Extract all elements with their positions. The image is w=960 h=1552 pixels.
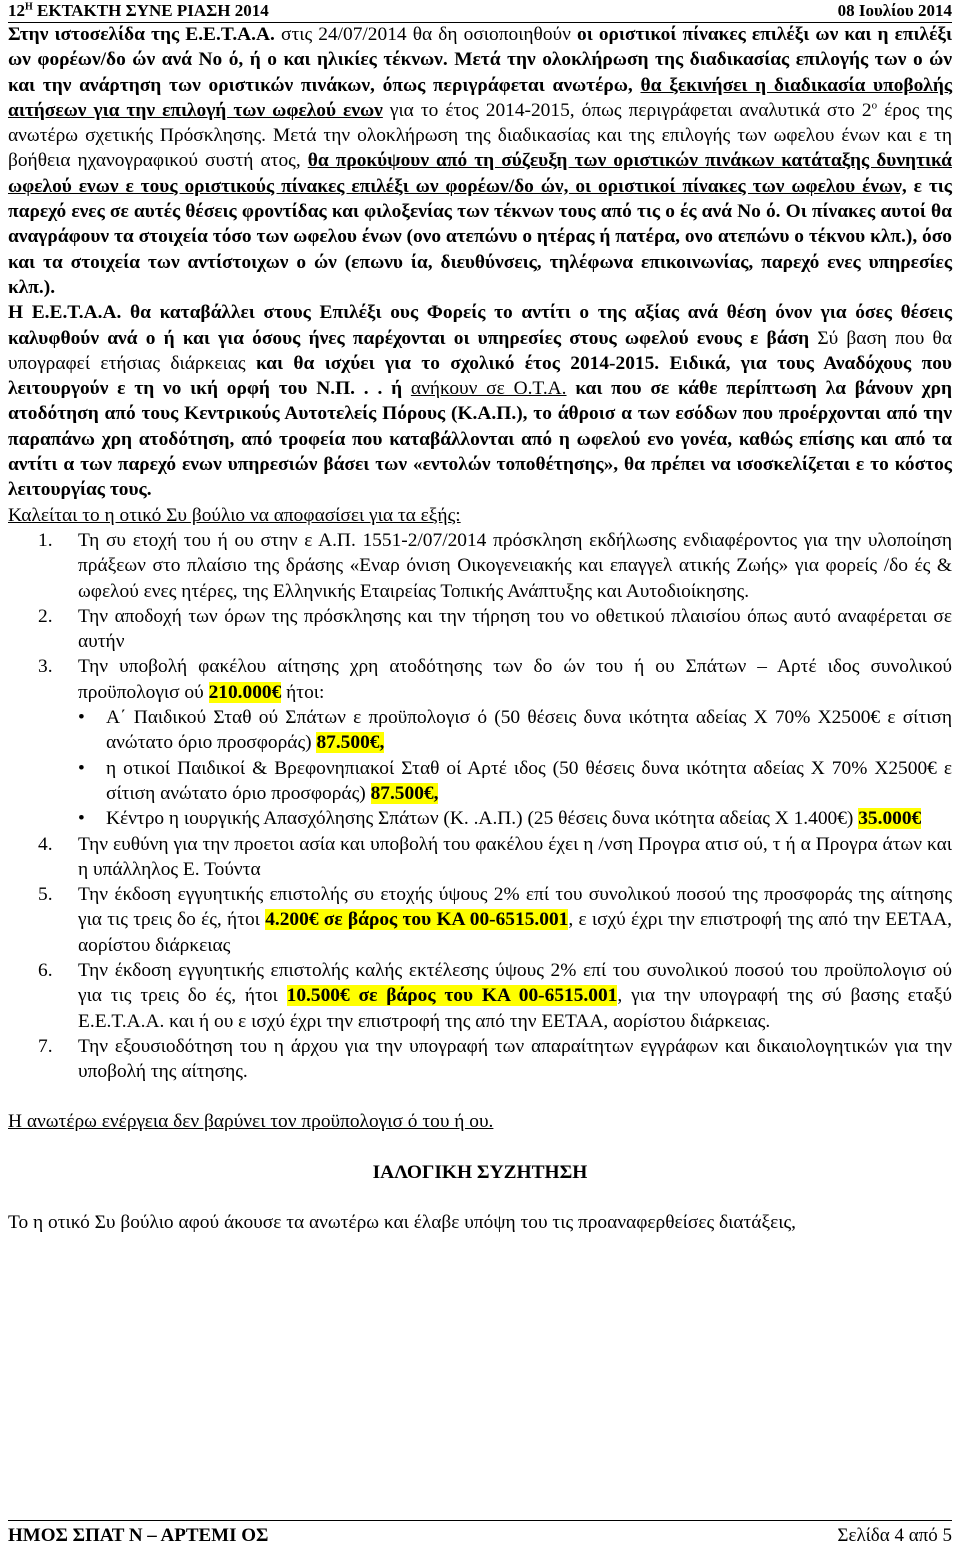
bullet-item: • Α΄ Παιδικού Σταθ ού Σπάτων ε προϋπολογισ ό (50 θέσεις δυνα ικότητα αδείας Χ 70% Χ2500€ ε σίτιση ανώτατο όριο προσφοράς) 87.500€, — [78, 707, 952, 754]
amount-highlight: 35.000€ — [858, 808, 922, 830]
discussion-title: ΙΑΛΟΓΙΚΗ ΣΥΖΗΤΗΣΗ — [372, 1161, 588, 1183]
amount-highlight: 210.000€ — [208, 681, 282, 703]
list-item: 7. Την εξουσιοδότηση του η άρχου για την υπογραφή των απαραίτητων εγγράφων και δικαιολογητικών για την υποβολή της αίτησης. — [38, 1035, 952, 1083]
document-body — [8, 22, 952, 1235]
payment-paragraph: Η Ε.Ε.Τ.Α.Α. θα καταβάλλει στους Επιλέξι ους Φορείς το αντίτι ο της αξίας ανά θέση όνον για όσες θέσεις καλυφθούν ανά ο ή και για όσους ήνες παρέχονται οι υπηρεσίες στους ωφελού ενους ε βάση Σύ βαση που θα υπογραφεί ετήσιας διάρκειας και θα ισχύει για το σχολικό έτος 2014-2015. Ειδικά, για τους Αναδόχους που λειτουργούν ε τη νο ική ορφή του Ν.Π. . . ή ανήκουν σε Ο.Τ.Α. και που σε κάθε περίπτωση λα βάνουν χρη ατοδότηση από τους Κεντρικούς Αυτοτελείς Πόρους (Κ.Α.Π.), το άθροισ α των εσόδων που προέρχονται από την παραπάνω χρη ατοδότηση, από τροφεία που καταβάλλονται από η ωφελού ενο γονέα, καθώς επίσης και από τα αντίτι α των παρεχό ενων υπηρεσιών βάσει των «εντολών τοποθέτησης», θα πρέπει να ισοσκελίζεται ε το κόστος λειτουργίας τους. — [8, 302, 952, 501]
municipality-name: ΗΜΟΣ ΣΠΑΤ Ν – ΑΡΤΕΜΙ ΟΣ — [8, 1525, 269, 1546]
decision-list-cont — [8, 832, 952, 1085]
meeting-title: $12^H$ ΕΚΤΑΚΤΗ ΣΥΝΕ ΡΙΑΣΗ 2014 — [8, 1, 269, 20]
spacer — [8, 1185, 952, 1210]
amount-highlight: 87.500€, — [370, 782, 439, 804]
list-item: 5. Την έκδοση εγγυητικής επιστολής συ ετοχής ύψους 2% επί του συνολικού ποσού της προσφοράς της αίτησης για τις τρεις δο ές, ήτοι 4.200€ σε βάρος του ΚΑ 00-6515.001, ε ισχύ έχρι την επιστροφή της από την ΕΕΤΑΑ, αορίστου διάρκειας — [38, 884, 952, 956]
spacer — [8, 1084, 952, 1109]
page-footer — [8, 1520, 952, 1551]
list-item: 3. Την υποβολή φακέλου αίτησης χρη ατοδότησης των δο ών του ή ου Σπάτων – Αρτέ ιδος συνολικού προϋπολογισ ού 210.000€ ήτοι: — [38, 656, 952, 703]
intro-paragraph: Στην ιστοσελίδα της Ε.Ε.Τ.Α.Α. στις 24/07/2014 θα δη οσιοποιηθούν οι οριστικοί πίνακες επιλέξι ων και η επιλέξι ων φορέων/δο ών ανά Νο ό, ή ο και ηλικίες τέκνων. Μετά την ολοκλήρωση της διαδικασίας επιλογής των ο ών και την ανάρτηση των οριστικών πινάκων, όπως περιγράφεται ανωτέρω, θα ξεκινήσει η διαδικασία υποβολής αιτήσεων για την επιλογή των ωφελού ενων για το έτος 2014-2015, όπως περιγράφεται αναλυτικά στο $2^o$ έρος της ανωτέρω σχετικής Πρόσκλησης. Μετά την ολοκλήρωση της διαδικασίας και της επιλογής των ωφελου ένων και ε τη βοήθεια ηχανογραφικού συστή ατος, θα προκύψουν από τη σύζευξη των οριστικών πινάκων κατάταξης δυνητικά ωφελού ενων ε τους οριστικούς πίνακες επιλέξι ων φορέων/δο ών, οι οριστικοί πίνακες των ωφελου ένων, ε τις παρεχό ενες σε αυτές θέσεις φροντίδας και φιλοξενίας των τέκνων τους από τις ο ές ανά Νο ό. Οι πίνακες αυτοί θα αναγράφουν τα στοιχεία τόσο των ωφελου ένων (ονο ατεπώνυ ο ητέρας ή πατέρα, ονο ατεπώνυ ο τέκνου κλπ.), όσο και τα στοιχεία των αντίστοιχων ο ών (επωνυ ία, διευθύνσεις, τηλέφωνα επικοινωνίας, παρεχό ενες υπηρεσίες κλπ.). — [8, 24, 953, 298]
facility-bullets — [8, 705, 952, 831]
list-item: 4. Την ευθύνη για την προετοι ασία και υποβολή του φακέλου έχει η /νση Προγρα ατισ ού, τ ή α Προγρα άτων και η υπάλληλος Ε. Τούντα — [38, 833, 952, 880]
meeting-date: 08 Ιουλίου 2014 — [837, 1, 952, 20]
bullet-item: • Κέντρο η ιουργικής Απασχόλησης Σπάτων (Κ. .Α.Π.) (25 θέσεις δυνα ικότητα αδείας Χ 1.400€) 35.000€ — [78, 808, 922, 830]
decision-list — [8, 528, 952, 705]
bullet-item: • η οτικοί Παιδικοί & Βρεφονηπιακοί Σταθ οί Αρτέ ιδος (50 θέσεις δυνα ικότητα αδείας Χ 70% Χ2500€ ε σίτιση ανώτατο όριο προσφοράς) 87.500€, — [78, 757, 952, 804]
list-item: 1. Τη συ ετοχή του ή ου στην ε Α.Π. 1551-2/07/2014 πρόσκληση εκδήλωσης ενδιαφέροντος για την υλοποίηση πράξεων στο πλαίσιο της δράσης «Εναρ όνιση Οικογενειακής και επαγγελ ατικής Ζωής» για φορείς /δο ές & ωφελού ενες ητέρες, της Ελληνικής Εταιρείας Τοπικής Ανάπτυξης και Αυτοδιοίκησης. — [38, 529, 952, 602]
amount-highlight: 87.500€, — [316, 732, 385, 754]
page-header — [8, 0, 952, 23]
amount-highlight: 4.200€ σε βάρος του ΚΑ 00-6515.001 — [265, 909, 569, 931]
spacer — [8, 1135, 952, 1160]
amount-highlight: 10.500€ σε βάρος του ΚΑ 00-6515.001 — [286, 985, 618, 1007]
list-item: 2. Την αποδοχή των όρων της πρόσκλησης και την τήρηση του νο οθετικού πλαισίου όπως αυτό αναφέρεται σε αυτήν — [38, 605, 952, 653]
budget-note: Η ανωτέρω ενέργεια δεν βαρύνει τον προϋπολογισ ό του ή ου. — [8, 1111, 494, 1133]
closing-paragraph: Το η οτικό Συ βούλιο αφού άκουσε τα ανωτέρω και έλαβε υπόψη του τις προαναφερθείσες διατάξεις, — [8, 1212, 796, 1234]
list-item: 6. Την έκδοση εγγυητικής επιστολής καλής εκτέλεσης ύψους 2% επί του συνολικού ποσού του προϋπολογισ ού για τις τρεις δο ές, ήτοι 10.500€ σε βάρος του ΚΑ 00-6515.001, για την υπογραφή της σύ βασης εταξύ Ε.Ε.Τ.Α.Α. και ή ου ε ισχύ έχρι την επιστροφή της από την ΕΕΤΑΑ, αορίστου διάρκειας. — [38, 959, 952, 1032]
council-call: Καλείται το η οτικό Συ βούλιο να αποφασίσει για τα εξής: — [8, 504, 461, 526]
page-number: Σελίδα 4 από 5 — [837, 1525, 952, 1546]
